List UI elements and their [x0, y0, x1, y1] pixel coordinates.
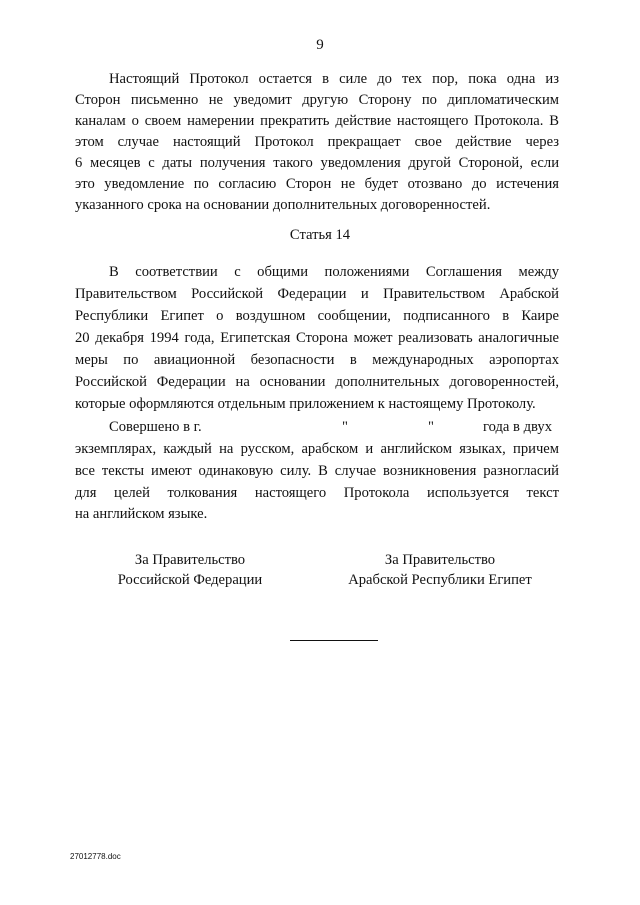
paragraph-line: Правительством Российской Федерации и Правительством Арабской [75, 286, 559, 302]
page-number: 9 [316, 37, 324, 53]
paragraph-line: указанного срока на основании дополнительных договоренностей. [75, 197, 491, 213]
signature-line: Арабской Республики Египет [348, 572, 532, 588]
date-quote-open: " [342, 419, 348, 435]
paragraph-line: экземплярах, каждый на русском, арабском и английском языках, причем [75, 441, 559, 457]
paragraph-line: меры по авиационной безопасности в международных аэропортах [75, 352, 559, 368]
paragraph-line: 6 месяцев с даты получения такого уведомления другой Стороной, если [75, 155, 559, 171]
signature-block-egypt [310, 550, 570, 590]
paragraph-line: Российской Федерации на основании дополнительных договоренностей, [75, 374, 559, 390]
paragraph-line: которые оформляются отдельным приложением к настоящему Протоколу. [75, 396, 536, 412]
paragraph-line: Сторон письменно не уведомит другую Сторону по дипломатическим [75, 92, 559, 108]
paragraph-line: это уведомление по согласию Сторон не будет отозвано до истечения [75, 176, 559, 192]
paragraph-line: Республики Египет о воздушном сообщении, подписанного в Каире [75, 308, 559, 324]
date-quote-close: " [428, 419, 434, 435]
separator-line [290, 640, 378, 641]
signature-line: За Правительство [134, 552, 246, 568]
paragraph-line: для целей толкования настоящего Протокола используется текст [75, 485, 559, 501]
article-heading: Статья 14 [289, 227, 351, 243]
signature-line: За Правительство [384, 552, 496, 568]
signature-block-russia [60, 550, 320, 590]
year-copies-label: года в двух [483, 419, 552, 435]
paragraph-line: Настоящий Протокол остается в силе до тех пор, пока одна из [109, 71, 559, 87]
signature-line: Российской Федерации [117, 572, 263, 588]
paragraph-line: В соответствии с общими положениями Соглашения между [109, 264, 559, 280]
done-in-city-label: Совершено в г. [109, 419, 202, 435]
paragraph-line: каналам о своем намерении прекратить действие настоящего Протокола. В [75, 113, 559, 129]
paragraph-line: этом случае настоящий Протокол прекращает свое действие через [75, 134, 559, 150]
paragraph-line: на английском языке. [75, 506, 208, 522]
paragraph-line: 20 декабря 1994 года, Египетская Сторона может реализовать аналогичные [75, 330, 559, 346]
paragraph-line: все тексты имеют одинаковую силу. В случае возникновения разногласий [75, 463, 559, 479]
document-id: 27012778.doc [70, 852, 121, 861]
